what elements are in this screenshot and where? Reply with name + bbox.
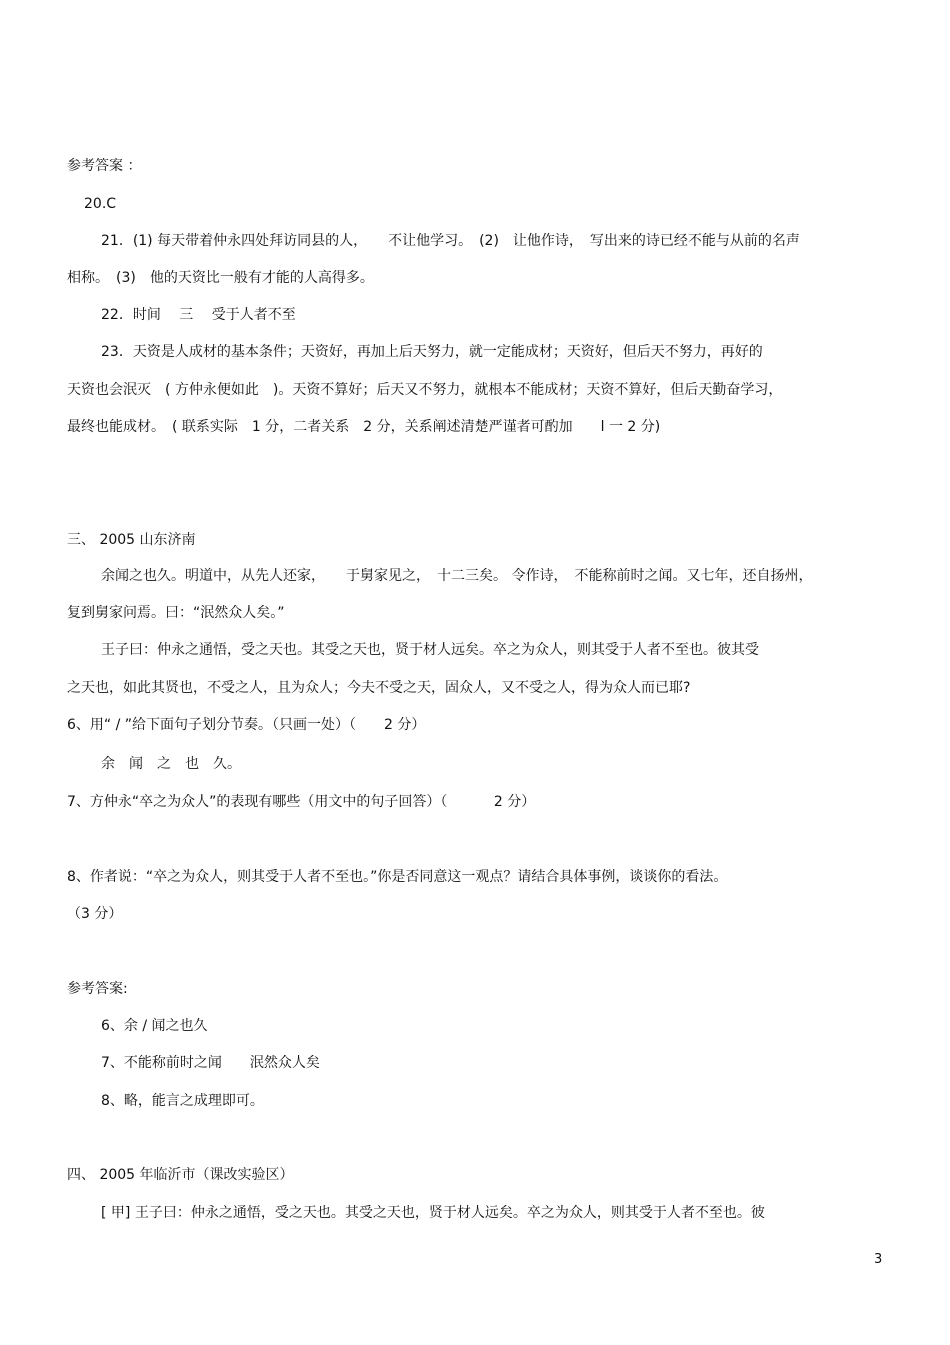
section3-heading: 三、 2005 山东济南 — [67, 532, 196, 548]
question-8-line1: 8、作者说：“卒之为众人，则其受于人者不至也。”你是否同意这一观点？请结合具体事例，谈谈你的看法。 — [67, 869, 728, 885]
page-number: 3 — [874, 1252, 883, 1267]
answer-21-line2: 相称。 (3) 他的天资比一般有才能的人高得多。 — [67, 270, 374, 286]
question-7: 7、方仲永“卒之为众人”的表现有哪些（用文中的句子回答）（ 2 分） — [67, 794, 536, 810]
question-6-sentence: 余 闻 之 也 久。 — [101, 756, 241, 772]
section3-passage-p1-line1: 余闻之也久。明道中，从先人还家， 于舅家见之， 十二三矣。 令作诗， 不能称前时之闻。又七年，还自扬州， — [101, 568, 813, 584]
section3-answer-6: 6、余 / 闻之也久 — [101, 1018, 208, 1034]
answer-23-line2: 天资也会泯灭 ( 方仲永便如此 )。天资不算好；后天又不努力，就根本不能成材；天资不算好，但后天勤奋学习， — [67, 382, 783, 398]
answer-heading: 参考答案 ： — [67, 158, 142, 174]
section3-answer-heading: 参考答案: — [67, 981, 128, 997]
section3-passage-p1-line2: 复到舅家问焉。曰：“泯然众人矣。” — [67, 605, 285, 621]
question-6: 6、用“ / ”给下面句子划分节奏。（只画一处）（ 2 分） — [67, 717, 426, 733]
answer-23-line3: 最终也能成材。 ( 联系实际 1 分，二者关系 2 分，关系阐述清楚严谨者可酌加 l 一 2 分) — [67, 419, 661, 435]
question-8-line2: （3 分） — [67, 906, 123, 922]
section4-heading: 四、 2005 年临沂市（课改实验区） — [67, 1167, 294, 1183]
answer-21-line1: 21．(1) 每天带着仲永四处拜访同县的人， 不让他学习。 (2) 让他作诗， 写出来的诗已经不能与从前的名声 — [101, 233, 800, 249]
section3-passage-p2-line1: 王子曰：仲永之通悟，受之天也。其受之天也，贤于材人远矣。卒之为众人，则其受于人者不至也。彼其受 — [101, 642, 759, 658]
section4-passage-line1: [ 甲] 王子曰：仲永之通悟，受之天也。其受之天也，贤于材人远矣。卒之为众人，则其受于人者不至也。彼 — [101, 1205, 765, 1221]
section3-answer-8: 8、略，能言之成理即可。 — [101, 1093, 264, 1109]
answer-23-line1: 23．天资是人成材的基本条件；天资好，再加上后天努力，就一定能成材；天资好，但后天不努力，再好的 — [101, 344, 763, 360]
answer-20: 20.C — [84, 196, 117, 212]
section3-answer-7: 7、不能称前时之闻 泯然众人矣 — [101, 1055, 320, 1071]
answer-22: 22．时间 三 受于人者不至 — [101, 307, 296, 323]
section3-passage-p2-line2: 之天也，如此其贤也，不受之人，且为众人；今夫不受之天，固众人，又不受之人，得为众人而已耶? — [67, 680, 691, 696]
